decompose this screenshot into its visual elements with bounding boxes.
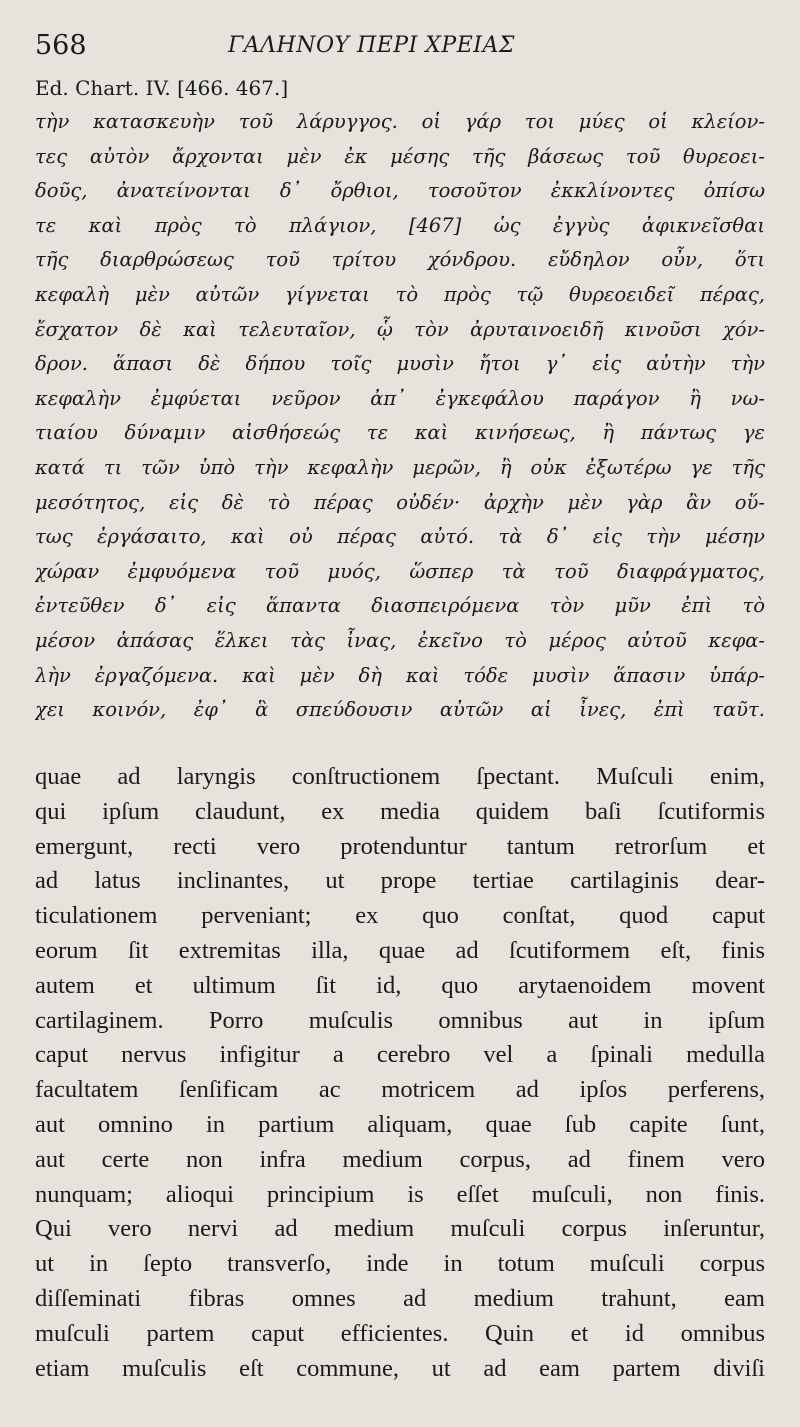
latin-text-line: etiam muſculis eſt commune, ut ad eam partem diviſi bbox=[35, 1354, 765, 1382]
latin-text-line: ticulationem perveniant; ex quo conſtat, quod caput bbox=[35, 902, 765, 930]
running-title: ΓΑΛΗΝΟΥ ΠΕΡΙ ΧΡΕΙΑΣ bbox=[228, 33, 515, 58]
greek-text-line: τε καὶ πρὸς τὸ πλάγιον, [467] ὡς ἐγγὺς ἀφικνεῖσθαι bbox=[35, 213, 765, 237]
greek-text-line: δοῦς, ἀνατείνονται δ᾽ ὄρθιοι, τοσοῦτον ἐκκλίνοντες ὀπίσω bbox=[35, 179, 765, 203]
running-head bbox=[35, 26, 765, 66]
greek-text-line: κατά τι τῶν ὑπὸ τὴν κεφαλὴν μερῶν, ἢ οὐκ ἐξωτέρω γε τῆς bbox=[35, 455, 765, 479]
greek-text-line: κεφαλὴν ἐμφύεται νεῦρον ἀπ᾽ ἐγκεφάλου παράγον ἢ νω- bbox=[35, 386, 765, 410]
greek-text-line: χώραν ἐμφυόμενα τοῦ μυός, ὥσπερ τὰ τοῦ διαφράγματος, bbox=[35, 559, 765, 583]
latin-text-line: diſſeminati fibras omnes ad medium trahunt, eam bbox=[35, 1284, 765, 1312]
latin-text-line: autem et ultimum ſit id, quo arytaenoidem movent bbox=[35, 971, 765, 999]
latin-text-line: eorum ſit extremitas illa, quae ad ſcutiformem eſt, finis bbox=[35, 936, 765, 964]
latin-text-line: ut in ſepto transverſo, inde in totum muſculi corpus bbox=[35, 1250, 765, 1278]
greek-text-line: τῆς διαρθρώσεως τοῦ τρίτου χόνδρου. εὔδηλον οὖν, ὅτι bbox=[35, 248, 765, 272]
latin-text-line: cartilaginem. Porro muſculis omnibus aut in ipſum bbox=[35, 1006, 765, 1034]
page-number: 568 bbox=[35, 30, 87, 61]
latin-text-line: quae ad laryngis conſtructionem ſpectant. Muſculi enim, bbox=[35, 763, 765, 790]
greek-text-line: δρον. ἅπασι δὲ δήπου τοῖς μυσὶν ἤτοι γ᾽ εἰς αὐτὴν τὴν bbox=[35, 352, 765, 376]
greek-text-line: κεφαλὴ μὲν αὐτῶν γίγνεται τὸ πρὸς τῷ θυρεοειδεῖ πέρας, bbox=[35, 282, 765, 306]
greek-text-line: ἔσχατον δὲ καὶ τελευταῖον, ᾧ τὸν ἀρυταινοειδῆ κινοῦσι χόν- bbox=[35, 317, 765, 341]
latin-text-line: aut certe non infra medium corpus, ad finem vero bbox=[35, 1145, 765, 1173]
greek-text-line: ἐντεῦθεν δ᾽ εἰς ἅπαντα διασπειρόμενα τὸν μῦν ἐπὶ τὸ bbox=[35, 594, 765, 618]
greek-text-line: μεσότητος, εἰς δὲ τὸ πέρας οὐδέν· ἀρχὴν μὲν γὰρ ἂν οὕ- bbox=[35, 490, 765, 514]
latin-text-line: facultatem ſenſificam ac motricem ad ipſos perferens, bbox=[35, 1076, 765, 1104]
greek-text-block bbox=[35, 105, 765, 728]
latin-text-line: Qui vero nervi ad medium muſculi corpus inſeruntur, bbox=[35, 1215, 765, 1243]
greek-text-line: λὴν ἐργαζόμενα. καὶ μὲν δὴ καὶ τόδε μυσὶν ἅπασιν ὑπάρ- bbox=[35, 663, 765, 687]
edition-reference: Ed. Chart. IV. [466. 467.] bbox=[35, 76, 289, 100]
latin-text-line: emergunt, recti vero protenduntur tantum retrorſum et bbox=[35, 832, 765, 860]
latin-text-line: muſculi partem caput efficientes. Quin et id omnibus bbox=[35, 1319, 765, 1347]
latin-text-line: ad latus inclinantes, ut prope tertiae cartilaginis dear- bbox=[35, 867, 765, 895]
greek-text-line: τες αὐτὸν ἄρχονται μὲν ἐκ μέσης τῆς βάσεως τοῦ θυρεοει- bbox=[35, 144, 765, 168]
latin-text-line: nunquam; alioqui principium is eſſet muſculi, non finis. bbox=[35, 1180, 765, 1208]
greek-text-line: τιαίου δύναμιν αἰσθήσεώς τε καὶ κινήσεως, ἢ πάντως γε bbox=[35, 421, 765, 445]
latin-text-line: aut omnino in partium aliquam, quae ſub capite ſunt, bbox=[35, 1110, 765, 1138]
greek-text-line: τὴν κατασκευὴν τοῦ λάρυγγος. οἱ γάρ τοι μύες οἱ κλείον- bbox=[35, 110, 765, 133]
latin-text-block bbox=[35, 760, 765, 1386]
latin-text-line: caput nervus infigitur a cerebro vel a ſpinali medulla bbox=[35, 1041, 765, 1069]
latin-text-line: qui ipſum claudunt, ex media quidem baſi ſcutiformis bbox=[35, 797, 765, 825]
greek-text-line: τως ἐργάσαιτο, καὶ οὐ πέρας αὐτό. τὰ δ᾽ εἰς τὴν μέσην bbox=[35, 525, 765, 549]
greek-text-line: χει κοινόν, ἐφ᾽ ἃ σπεύδουσιν αὐτῶν αἱ ἶνες, ἐπὶ ταῦτ. bbox=[35, 698, 765, 722]
greek-text-line: μέσον ἁπάσας ἕλκει τὰς ἶνας, ἐκεῖνο τὸ μέρος αὐτοῦ κεφα- bbox=[35, 628, 765, 652]
